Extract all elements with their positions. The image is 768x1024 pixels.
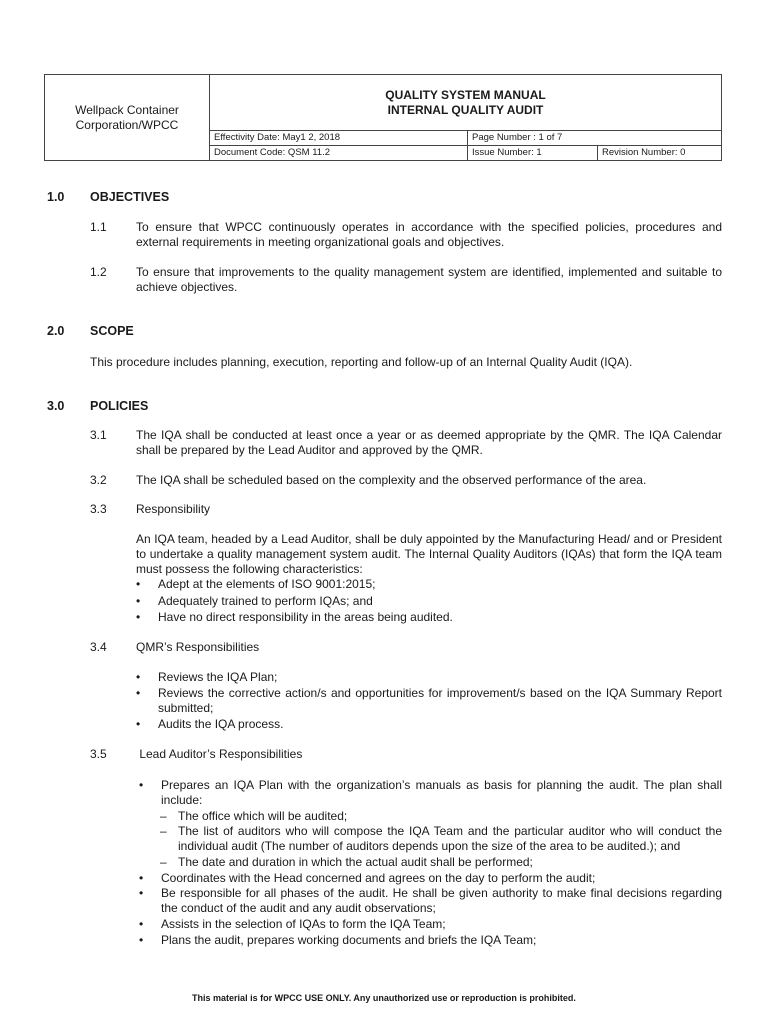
bullet-icon: • xyxy=(136,577,141,591)
bullet-text: Adept at the elements of ISO 9001:2015; xyxy=(158,577,376,591)
footer-notice: This material is for WPCC USE ONLY. Any unauthorized use or reproduction is prohibited. xyxy=(192,993,576,1003)
issue-number: Issue Number: 1 xyxy=(468,146,598,160)
bullet-icon: • xyxy=(136,686,141,700)
list-item xyxy=(160,855,722,870)
section-number: 2.0 xyxy=(47,324,65,338)
effectivity-date: Effectivity Date: May1 2, 2018 xyxy=(210,131,468,145)
list-item xyxy=(160,824,722,854)
section-title: OBJECTIVES xyxy=(90,190,170,204)
header-row-2 xyxy=(210,145,721,160)
list-item xyxy=(136,610,722,625)
manual-title: QUALITY SYSTEM MANUAL xyxy=(385,87,546,102)
bullet-text: Adequately trained to perform IQAs; and xyxy=(158,594,373,608)
dash-text: The date and duration in which the actual audit shall be performed; xyxy=(178,855,533,869)
item-text: To ensure that WPCC continuously operates in accordance with the specified policies, procedures and external requirements in meeting organizational goals and objectives. xyxy=(136,220,722,249)
document-header xyxy=(44,74,722,161)
section-title: SCOPE xyxy=(90,324,134,338)
section-title: POLICIES xyxy=(90,399,149,413)
bullet-text: Be responsible for all phases of the audit. He shall be given authority to make final decisions regarding the conduct of the audit and any audit observations; xyxy=(161,886,722,915)
document-code: Document Code: QSM 11.2 xyxy=(210,146,468,160)
bullet-text: Coordinates with the Head concerned and agrees on the day to perform the audit; xyxy=(161,871,596,885)
bullet-icon: • xyxy=(139,871,144,885)
company-name-line1: Wellpack Container xyxy=(75,102,179,117)
bullet-icon: • xyxy=(139,886,144,900)
item-number: 3.2 xyxy=(90,473,107,487)
item-text: The IQA shall be conducted at least once a year or as deemed appropriate by the QMR. The IQA Calendar shall be prepared by the Lead Auditor and approved by the QMR. xyxy=(136,428,722,457)
bullet-icon: • xyxy=(136,610,141,624)
list-item xyxy=(136,594,722,609)
item-text: To ensure that improvements to the quality management system are identified, implemented and suitable to achieve objectives. xyxy=(136,265,722,294)
item-number: 1.1 xyxy=(90,220,107,234)
scope-text: This procedure includes planning, execution, reporting and follow-up of an Internal Quality Audit (IQA). xyxy=(90,355,633,369)
list-item xyxy=(136,686,722,716)
list-item xyxy=(139,778,722,808)
procedure-title: INTERNAL QUALITY AUDIT xyxy=(387,102,544,117)
item-text: Responsibility xyxy=(136,502,211,516)
item-number: 3.4 xyxy=(90,640,107,654)
list-item xyxy=(136,577,722,592)
list-item xyxy=(139,933,722,948)
company-cell xyxy=(45,75,210,160)
bullet-text: Prepares an IQA Plan with the organization’s manuals as basis for planning the audit. The plan shall include: xyxy=(161,778,722,807)
bullet-icon: • xyxy=(139,933,144,947)
revision-number: Revision Number: 0 xyxy=(602,147,686,158)
bullet-icon: • xyxy=(136,717,141,731)
title-cell xyxy=(210,75,721,130)
dash-icon: – xyxy=(160,809,167,823)
bullet-text: Have no direct responsibility in the areas being audited. xyxy=(158,610,453,624)
list-item xyxy=(139,917,722,932)
item-text: Lead Auditor’s Responsibilities xyxy=(136,747,303,761)
page-number: Page Number : 1 of 7 xyxy=(472,132,563,143)
bullet-icon: • xyxy=(139,778,144,792)
bullet-icon: • xyxy=(139,917,144,931)
company-name-line2: Corporation/WPCC xyxy=(75,117,179,132)
section-number: 3.0 xyxy=(47,399,65,413)
bullet-text: Audits the IQA process. xyxy=(158,717,284,731)
dash-icon: – xyxy=(160,824,167,838)
bullet-text: Assists in the selection of IQAs to form the IQA Team; xyxy=(161,917,446,931)
header-row-1 xyxy=(210,130,721,145)
item-text: QMR’s Responsibilities xyxy=(136,640,260,654)
item-number: 3.3 xyxy=(90,502,107,516)
item-text: The IQA shall be scheduled based on the complexity and the observed performance of the area. xyxy=(136,473,647,487)
item-number: 3.1 xyxy=(90,428,107,442)
bullet-text: Plans the audit, prepares working documents and briefs the IQA Team; xyxy=(161,933,537,947)
list-item xyxy=(136,717,722,732)
item-number: 1.2 xyxy=(90,265,107,279)
dash-text: The office which will be audited; xyxy=(178,809,348,823)
list-item xyxy=(139,871,722,886)
responsibility-paragraph: An IQA team, headed by a Lead Auditor, shall be duly appointed by the Manufacturing Head/ and or President to undertake a quality management system audit. The Internal Quality Auditors (IQAs) that form the IQA team must possess the following characteristics: xyxy=(136,532,722,576)
section-number: 1.0 xyxy=(47,190,65,204)
item-number: 3.5 xyxy=(90,747,107,761)
dash-text: The list of auditors who will compose the IQA Team and the particular auditor who will conduct the individual audit (The number of auditors depends upon the size of the area to be audited.); and xyxy=(178,824,722,853)
bullet-icon: • xyxy=(136,670,141,684)
bullet-text: Reviews the IQA Plan; xyxy=(158,670,278,684)
bullet-icon: • xyxy=(136,594,141,608)
list-item xyxy=(139,886,722,916)
bullet-text: Reviews the corrective action/s and opportunities for improvement/s based on the IQA Summary Report submitted; xyxy=(158,686,722,715)
dash-icon: – xyxy=(160,855,167,869)
list-item xyxy=(136,670,722,685)
list-item xyxy=(160,809,722,824)
